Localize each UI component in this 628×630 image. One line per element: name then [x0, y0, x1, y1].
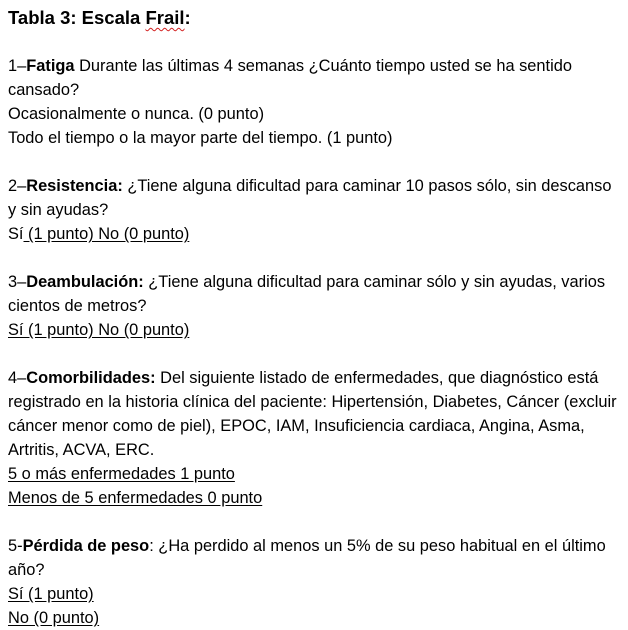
item-question: Durante las últimas 4 semanas ¿Cuánto tiempo usted se ha sentido cansado?: [8, 57, 572, 99]
item-number: 2–: [8, 177, 27, 195]
answer-option: Sí (1 punto): [8, 585, 94, 603]
item-question-paragraph: [8, 54, 620, 102]
document-page: [8, 6, 620, 630]
spellcheck-flagged-word[interactable]: Frail: [145, 7, 185, 28]
item-question: : ¿Ha perdido al menos un 5% de su peso habitual en el último año?: [8, 537, 606, 579]
item-fatiga: [8, 54, 620, 150]
answer-option-line: [8, 486, 620, 510]
answer-option-line: [8, 462, 620, 486]
answer-options-line: [8, 222, 620, 246]
item-number: 1–: [8, 57, 27, 75]
item-question: Del siguiente listado de enfermedades, que diagnóstico está registrado en la historia clínica del paciente: Hipertensión, Diabetes, Cáncer (excluir cáncer menor como de piel), EPOC, IAM, Insuficiencia cardiaca, Angina, Asma, Artritis, ACVA, ERC.: [8, 369, 617, 459]
item-comorbilidades: [8, 366, 620, 510]
answer-option-line: [8, 606, 620, 630]
item-question: ¿Tiene alguna dificultad para caminar 10 pasos sólo, sin descanso y sin ayudas?: [8, 177, 612, 219]
item-question-paragraph: [8, 534, 620, 582]
item-perdida-de-peso: [8, 534, 620, 630]
item-number: 4–: [8, 369, 27, 387]
item-question-paragraph: [8, 270, 620, 318]
item-number: 3–: [8, 273, 27, 291]
title-suffix: :: [184, 7, 191, 28]
answer-options-prefix: Sí: [8, 225, 24, 243]
item-term: Deambulación:: [26, 273, 144, 291]
answer-options: (1 punto) No (0 punto): [23, 225, 190, 243]
item-question: ¿Tiene alguna dificultad para caminar sólo y sin ayudas, varios cientos de metros?: [8, 273, 606, 315]
answer-option-line: [8, 582, 620, 606]
answer-option: Todo el tiempo o la mayor parte del tiempo. (1 punto): [8, 129, 393, 147]
item-term: Comorbilidades:: [26, 369, 156, 387]
page-title: [8, 6, 620, 30]
answer-option: 5 o más enfermedades 1 punto: [8, 465, 235, 483]
item-question-paragraph: [8, 174, 620, 222]
item-number: 5-: [8, 537, 23, 555]
item-question-paragraph: [8, 366, 620, 462]
item-term: Fatiga: [26, 57, 75, 75]
item-deambulacion: [8, 270, 620, 342]
answer-options-line: [8, 318, 620, 342]
item-term: Pérdida de peso: [22, 537, 150, 555]
title-prefix: Tabla 3: Escala: [8, 7, 146, 28]
answer-options: Sí (1 punto) No (0 punto): [8, 321, 190, 339]
item-resistencia: [8, 174, 620, 246]
item-term: Resistencia:: [26, 177, 123, 195]
answer-option: No (0 punto): [8, 609, 100, 627]
answer-option: Menos de 5 enfermedades 0 punto: [8, 489, 263, 507]
answer-option: Ocasionalmente o nunca. (0 punto): [8, 105, 265, 123]
